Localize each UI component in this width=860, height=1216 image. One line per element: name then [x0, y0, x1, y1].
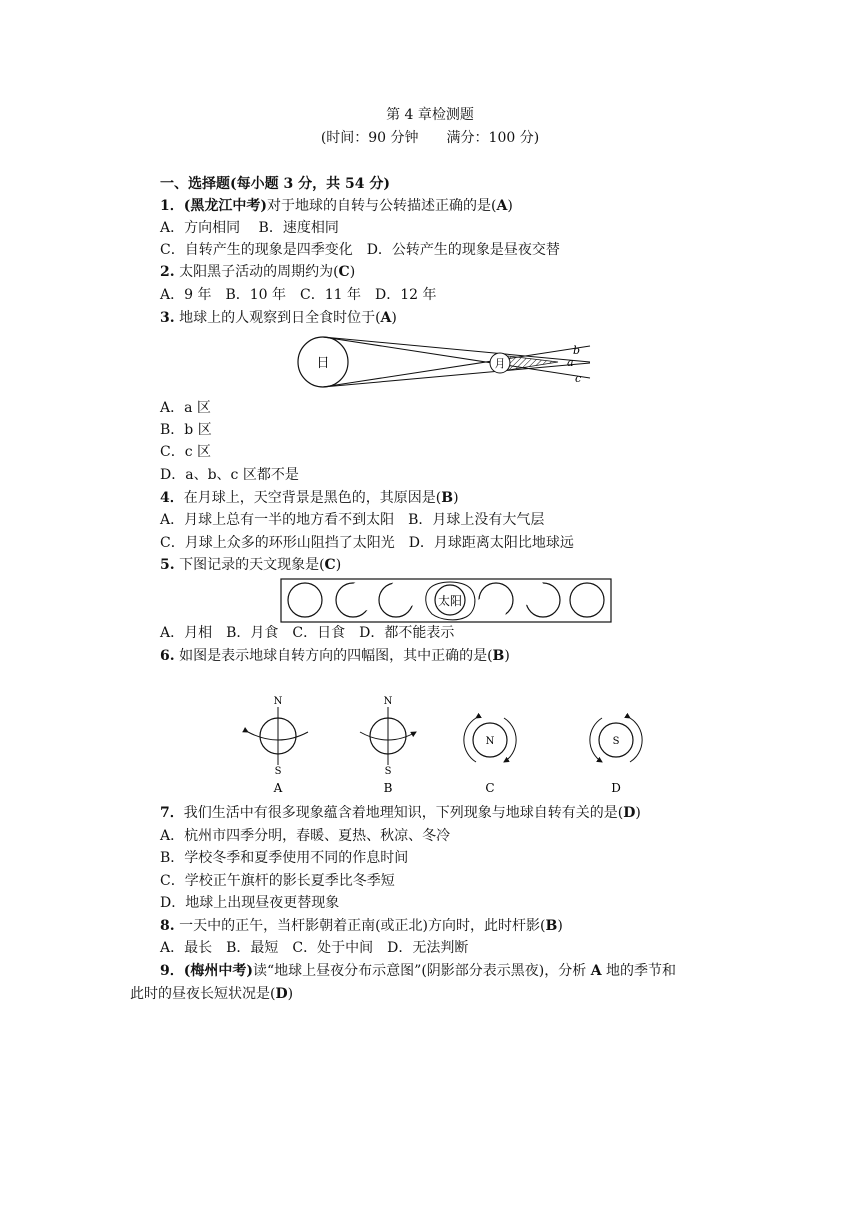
zone-label: c: [575, 372, 582, 385]
option-line: A．方向相同 B．速度相同: [160, 220, 339, 236]
question-5: [160, 555, 341, 575]
question-number: 9．: [160, 963, 184, 979]
answer: B: [441, 490, 454, 506]
question-stem: 读“地球上昼夜分布示意图”(阴影部分表示黑夜)，分析: [253, 963, 591, 979]
paren-close: ): [635, 805, 641, 821]
answer: A: [496, 198, 508, 214]
sun-phase: [336, 583, 370, 617]
paren-close: ): [453, 490, 459, 506]
option-line: C．自转产生的现象是四季变化 D．公转产生的现象是昼夜交替: [160, 242, 560, 258]
paren-close: ): [335, 557, 342, 573]
question-stem: 如图是表示地球自转方向的四幅图，其中正确的是(: [174, 648, 493, 664]
question-9-cont: [130, 984, 293, 1004]
sun-phase: [379, 583, 413, 617]
zone-label: b: [573, 344, 581, 357]
eclipse-diagram: [290, 334, 600, 394]
question-stem: 我们生活中有很多现象蕴含着地理知识，下列现象与地球自转有关的是(: [183, 805, 624, 821]
page-title: 第 4 章检测题: [386, 107, 474, 123]
option-line: A．月相 B．月食 C．日食 D．都不能表示: [160, 625, 455, 641]
figure-d: [590, 718, 642, 795]
figure-c: [464, 718, 516, 795]
question-stem: 下图记录的天文现象是(: [174, 557, 325, 573]
option-line: A．杭州市四季分明，春暖、夏热、秋凉、冬冷: [160, 828, 451, 844]
south-label: S: [612, 736, 620, 747]
question-stem: 地球上的人观察到日全食时位于(: [174, 310, 381, 326]
paren-close: ): [504, 648, 510, 664]
answer: D: [275, 986, 288, 1002]
figure-b: [360, 696, 416, 795]
north-label: N: [485, 736, 495, 747]
paren-close: ): [287, 986, 294, 1002]
option-line: A．9 年 B．10 年 C．11 年 D．12 年: [160, 287, 437, 303]
point-label: A: [590, 963, 602, 979]
paren-close: ): [349, 264, 356, 280]
paren-close: ): [557, 918, 563, 934]
question-number: 6.: [160, 648, 175, 664]
question-7: [160, 803, 641, 823]
question-number: 7．: [160, 805, 184, 821]
answer: B: [492, 648, 505, 664]
question-stem: 太阳黑子活动的周期约为(: [174, 264, 339, 280]
question-stem: 此时的昼夜长短状况是(: [130, 986, 276, 1002]
option-line: D．地球上出现昼夜更替现象: [160, 895, 340, 911]
figure-label: A: [273, 781, 283, 795]
ray-line: [323, 337, 590, 362]
question-stem: 地的季节和: [601, 963, 677, 979]
question-stem: 一天中的正午，当杆影朝着正南(或正北)方向时，此时杆影(: [174, 918, 546, 934]
north-label: N: [273, 696, 283, 707]
sun-phase: [479, 583, 513, 617]
sun-phase: [526, 583, 560, 617]
question-stem: 对于地球的自转与公转描述正确的是(: [267, 198, 497, 214]
question-8: [160, 916, 563, 936]
sun-label: 日: [316, 356, 330, 371]
answer: C: [338, 264, 350, 280]
figure-label: D: [611, 781, 621, 795]
sun-phase: [570, 583, 604, 617]
option-line: D．a、b、c 区都不是: [160, 467, 299, 483]
paren-close: ): [507, 198, 513, 214]
question-stem: 在月球上，天空背景是黑色的，其原因是(: [183, 490, 442, 506]
figure-label: B: [383, 781, 393, 795]
question-number: 8.: [160, 918, 175, 934]
answer: C: [324, 557, 336, 573]
option-line: A．a 区: [160, 400, 211, 416]
paren-close: ): [391, 310, 397, 326]
exam-meta: (时间：90 分钟 满分：100 分): [320, 130, 540, 146]
option-line: A．最长 B．最短 C．处于中间 D．无法判断: [160, 940, 469, 956]
question-number: 3.: [160, 310, 175, 326]
question-number: 1．: [160, 198, 184, 214]
question-number: 5.: [160, 557, 175, 573]
sun-label: 太阳: [437, 594, 463, 608]
option-line: C．月球上众多的环形山阻挡了太阳光 D．月球距离太阳比地球远: [160, 535, 574, 551]
south-label: S: [384, 766, 392, 777]
option-line: A．月球上总有一半的地方看不到太阳 B．月球上没有大气层: [160, 512, 545, 528]
figure-a: [248, 696, 308, 795]
north-label: N: [383, 696, 393, 707]
question-source: (黑龙江中考): [183, 198, 267, 214]
answer: D: [623, 805, 636, 821]
zone-label: a: [567, 356, 574, 369]
answer: A: [380, 310, 392, 326]
option-line: B．学校冬季和夏季使用不同的作息时间: [160, 850, 409, 866]
option-line: B．b 区: [160, 422, 212, 438]
question-1: [160, 196, 513, 216]
south-label: S: [274, 766, 282, 777]
question-6: [160, 646, 510, 666]
question-number: 2.: [160, 264, 175, 280]
question-source: (梅州中考): [183, 963, 253, 979]
sun-phase: [288, 583, 322, 617]
option-line: C．学校正午旗杆的影长夏季比冬季短: [160, 873, 395, 889]
section-heading: 一、选择题(每小题 3 分，共 54 分): [160, 176, 390, 192]
question-number: 4．: [160, 490, 184, 506]
rotation-diagrams: [238, 692, 658, 798]
moon-label: 月: [494, 357, 506, 370]
question-2: [160, 262, 355, 282]
question-3: [160, 308, 397, 328]
question-4: [160, 488, 459, 508]
question-9: [160, 961, 676, 981]
ray-line: [323, 337, 590, 378]
eclipse-sequence-diagram: [280, 578, 612, 624]
figure-label: C: [485, 781, 495, 795]
option-line: C．c 区: [160, 444, 212, 460]
answer: B: [545, 918, 558, 934]
